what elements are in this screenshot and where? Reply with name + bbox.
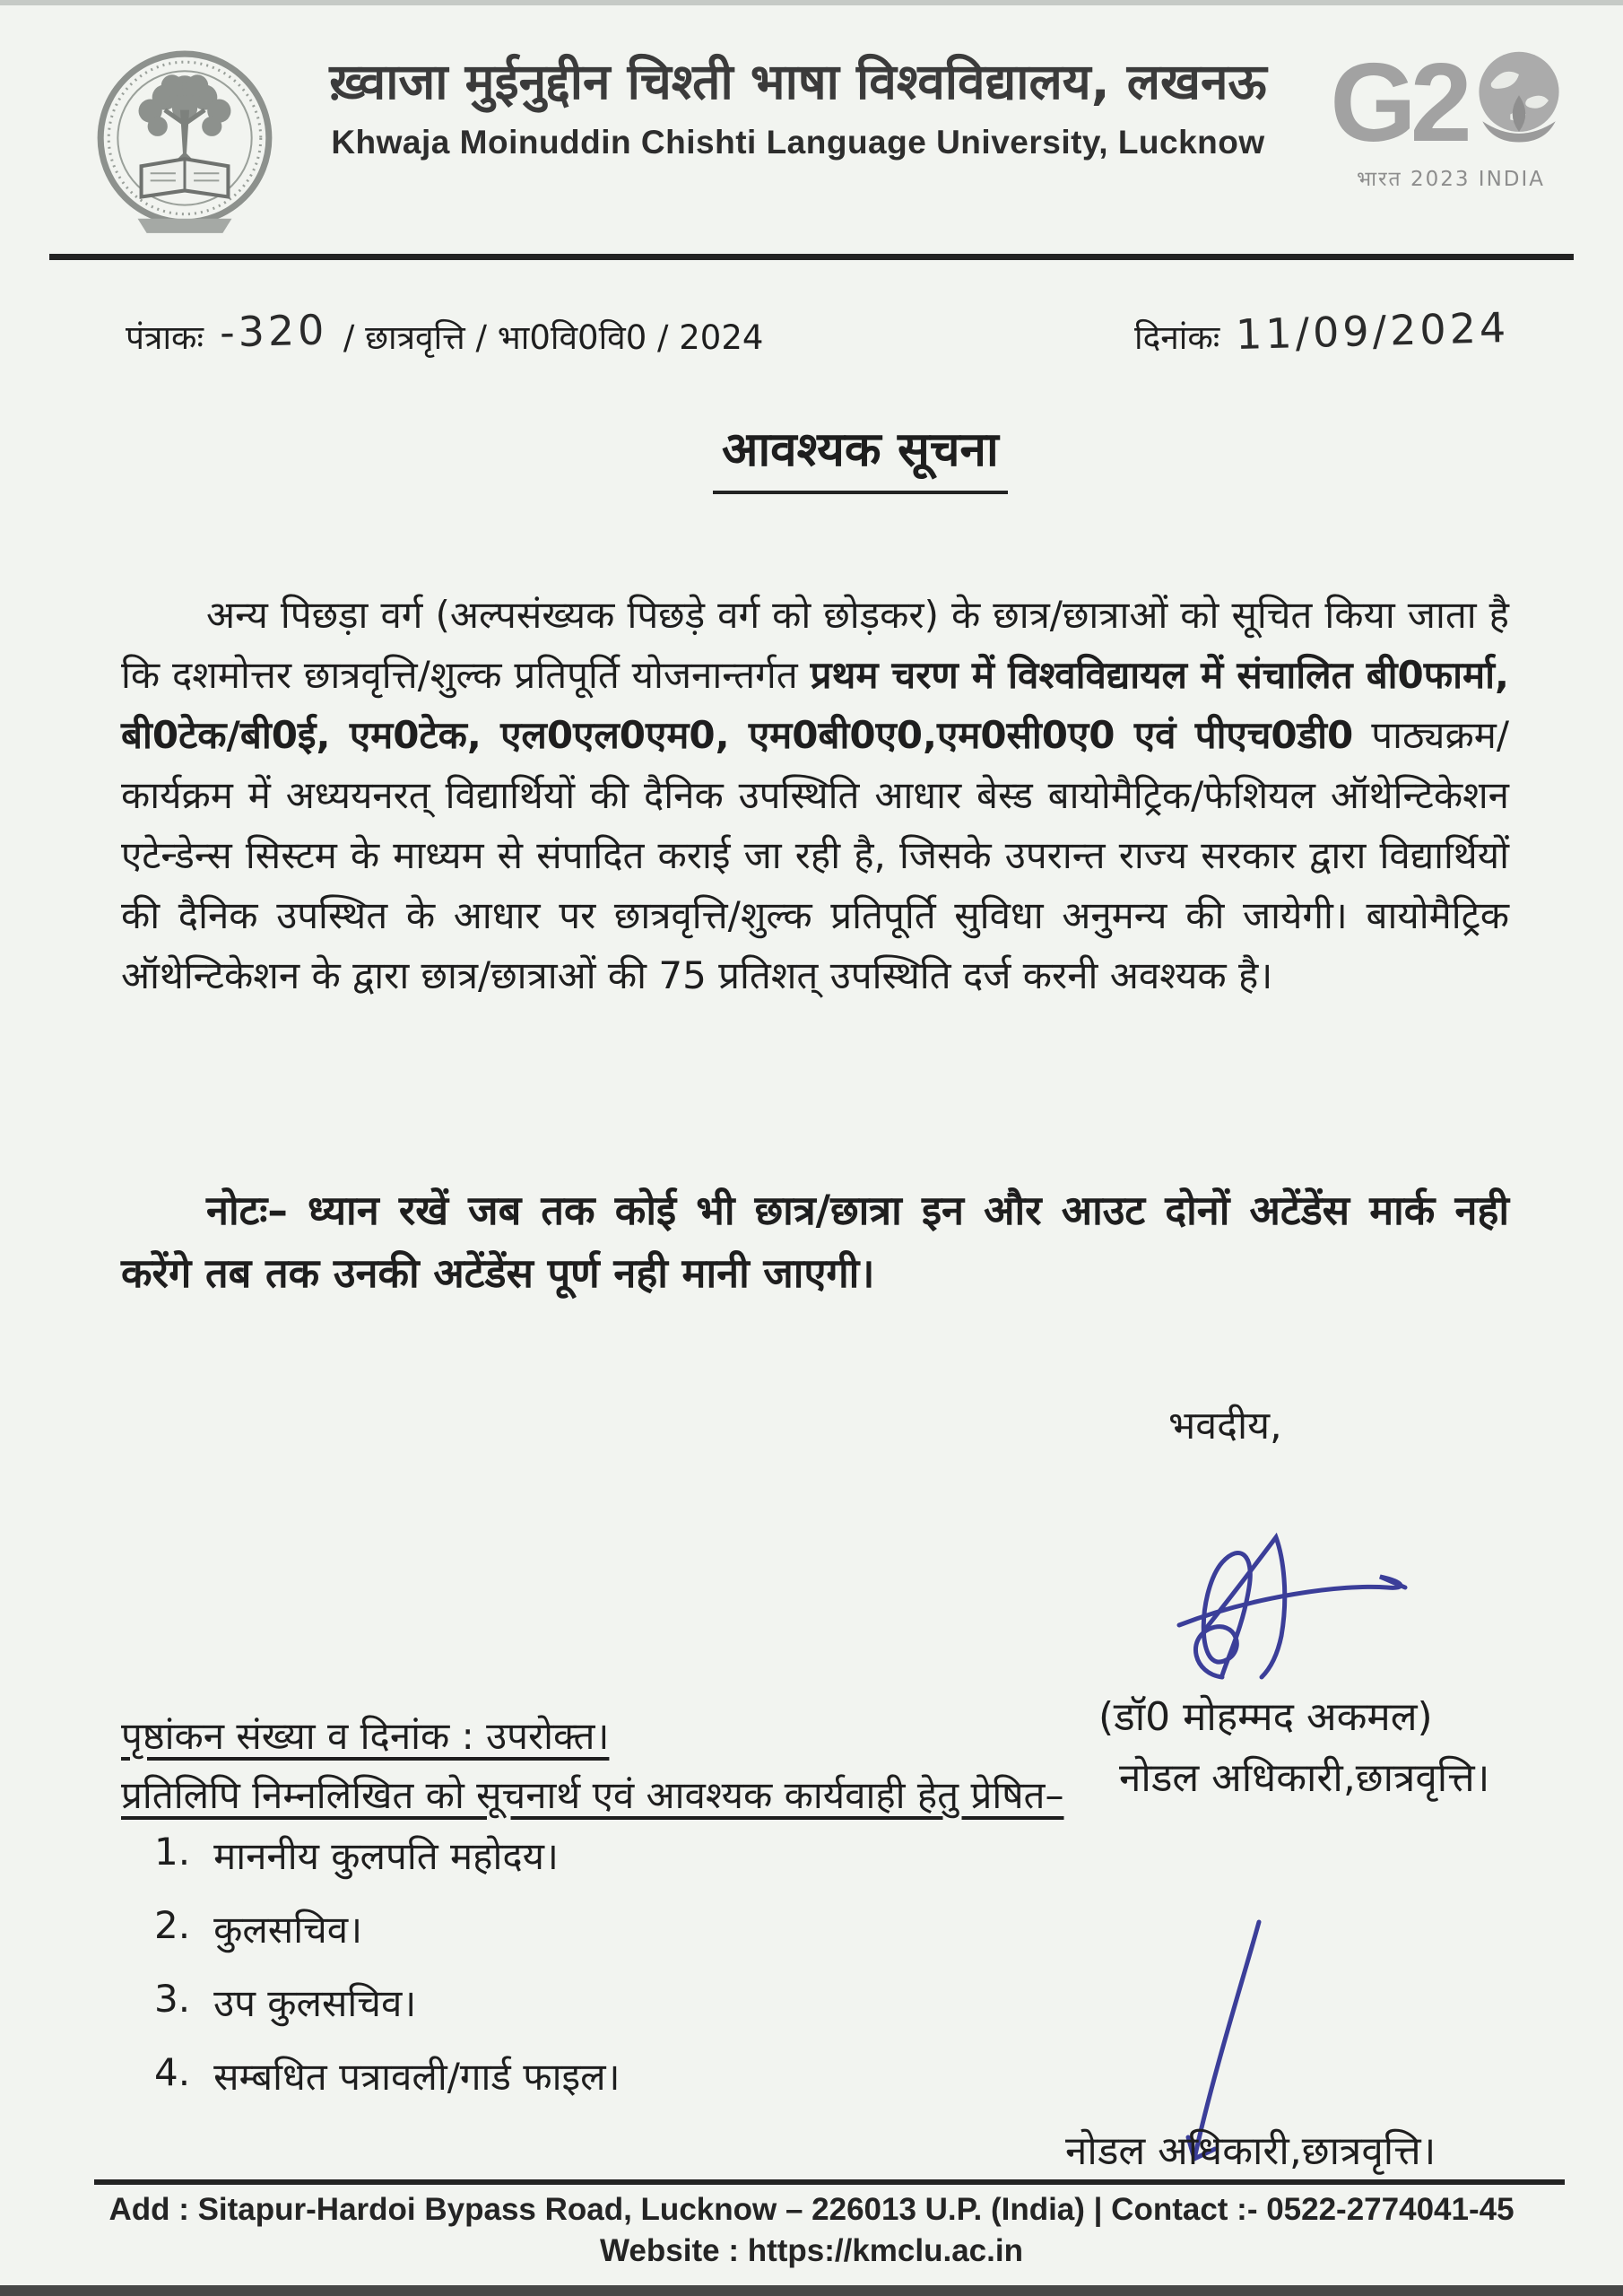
letter-number: [126, 305, 764, 359]
g20-tagline: भारत 2023 INDIA: [1356, 168, 1545, 191]
date-handwritten: 11/09/2024: [1235, 303, 1510, 359]
g20-logo: [1298, 41, 1603, 192]
handwritten-signature-icon: [1152, 1514, 1421, 1688]
footer-divider: [94, 2179, 1565, 2185]
list-item-number: 3.: [154, 1977, 191, 2021]
university-name-hindi: ख़्वाजा मुईनुद्दीन चिश्ती भाषा विश्वविद्यालय, लखनऊ: [329, 53, 1267, 110]
g20-text: G2: [1330, 41, 1466, 165]
date-label: दिनांकः: [1134, 318, 1220, 357]
notice-title: आवश्यक सूचना: [713, 414, 1008, 494]
notice-note-paragraph: नोटः– ध्यान रखें जब तक कोई भी छात्र/छात्रा इन और आउट दोनों अटेंडेंस मार्क नही करेंगे तब तक उनकी अटेंडेंस पूर्ण नही मानी जाएगी।: [121, 1187, 1509, 1297]
scan-bottom-edge: [0, 2285, 1623, 2296]
copy-distribution-line: प्रतिलिपि निम्नलिखित को सूचनार्थ एवं आवश्यक कार्यवाही हेतु प्रेषित–: [121, 1773, 1064, 1817]
header-divider: [49, 254, 1574, 260]
list-item-text: कुलसचिव।: [213, 1908, 363, 1952]
signatory-designation: नोडल अधिकारी,छात्रवृत्ति।: [1119, 1755, 1490, 1801]
list-item-text: माननीय कुलपति महोदय।: [213, 1834, 559, 1878]
list-item: [154, 1903, 621, 1954]
distribution-list: [154, 1830, 621, 2124]
list-item: [154, 1977, 621, 2028]
list-item-number: 2.: [154, 1903, 191, 1947]
globe-lotus-icon: [1466, 45, 1572, 161]
endorsement-designation: नोडल अधिकारी,छात्रवृत्ति।: [1065, 2128, 1436, 2174]
letter-number-handwritten: -320: [219, 305, 328, 357]
letter-number-suffix: / छात्रवृत्ति / भा0वि0वि0 / 2024: [343, 318, 764, 357]
para-segment-1: अन्य पिछड़ा वर्ग (अल्पसंख्यक पिछड़े वर्ग को छोड़कर) के छात्र/छात्राओं को सूचित किया जाता है कि दशमोत्तर छात्रवृत्ति/शुल्क प्रतिपूर्ति योजनान्तर्गत: [121, 593, 1509, 697]
letter-number-label: पंत्राकः: [126, 318, 204, 357]
footer-address: Add : Sitapur-Hardoi Bypass Road, Lucknow – 226013 U.P. (India) | Contact :- 0522-2774041-45: [108, 2192, 1515, 2227]
footer-website: Website : https://kmclu.ac.in: [600, 2233, 1023, 2268]
university-name-english: Khwaja Moinuddin Chishti Language University, Lucknow: [331, 124, 1265, 161]
letter-date: [1134, 303, 1515, 359]
salutation: भवदीय,: [1168, 1404, 1282, 1448]
scan-top-edge: [0, 0, 1623, 5]
endorsement-number-line: पृष्ठांकन संख्या व दिनांक : उपरोक्त।: [121, 1714, 610, 1758]
list-item-number: 1.: [154, 1830, 191, 1874]
para-segment-3: पाठ्यक्रम/कार्यक्रम में अध्ययनरत् विद्यार्थियों की दैनिक उपस्थिति आधार बेस्ड बायोमैट्रिक/फेशियल ऑथेन्टिकेशन एटेन्डेन्स सिस्टम के माध्यम से संपादित कराई जा रही है, जिसके उपरान्त राज्य सरकार द्वारा विद्यार्थियों की दैनिक उपस्थित के आधार पर छात्रवृत्ति/शुल्क प्रतिपूर्ति सुविधा अनुमन्य की जायेगी। बायोमैट्रिक ऑथेन्टिकेशन के द्वारा छात्र/छात्राओं की 75 प्रतिशत् उपस्थिति दर्ज करनी अवश्यक है।: [121, 713, 1509, 997]
list-item: [154, 2050, 621, 2101]
list-item: [154, 1830, 621, 1881]
list-item-text: सम्बधित पत्रावली/गार्ड फाइल।: [213, 2055, 621, 2099]
list-item-text: उप कुलसचिव।: [213, 1981, 417, 2025]
university-seal-icon: [85, 45, 284, 244]
signatory-name: (डॉ0 मोहम्मद अकमल): [1098, 1694, 1433, 1740]
notice-body-paragraph: [121, 585, 1509, 1005]
list-item-number: 4.: [154, 2050, 191, 2094]
para-segment-2-bold: प्रथम चरण में विश्वविद्यायल में संचालित बी0फार्मा, बी0टेक/बी0ई, एम0टेक, एल0एल0एम0, एम0बी0ए0,एम0सी0ए0 एवं पीएच0डी0: [121, 653, 1509, 757]
